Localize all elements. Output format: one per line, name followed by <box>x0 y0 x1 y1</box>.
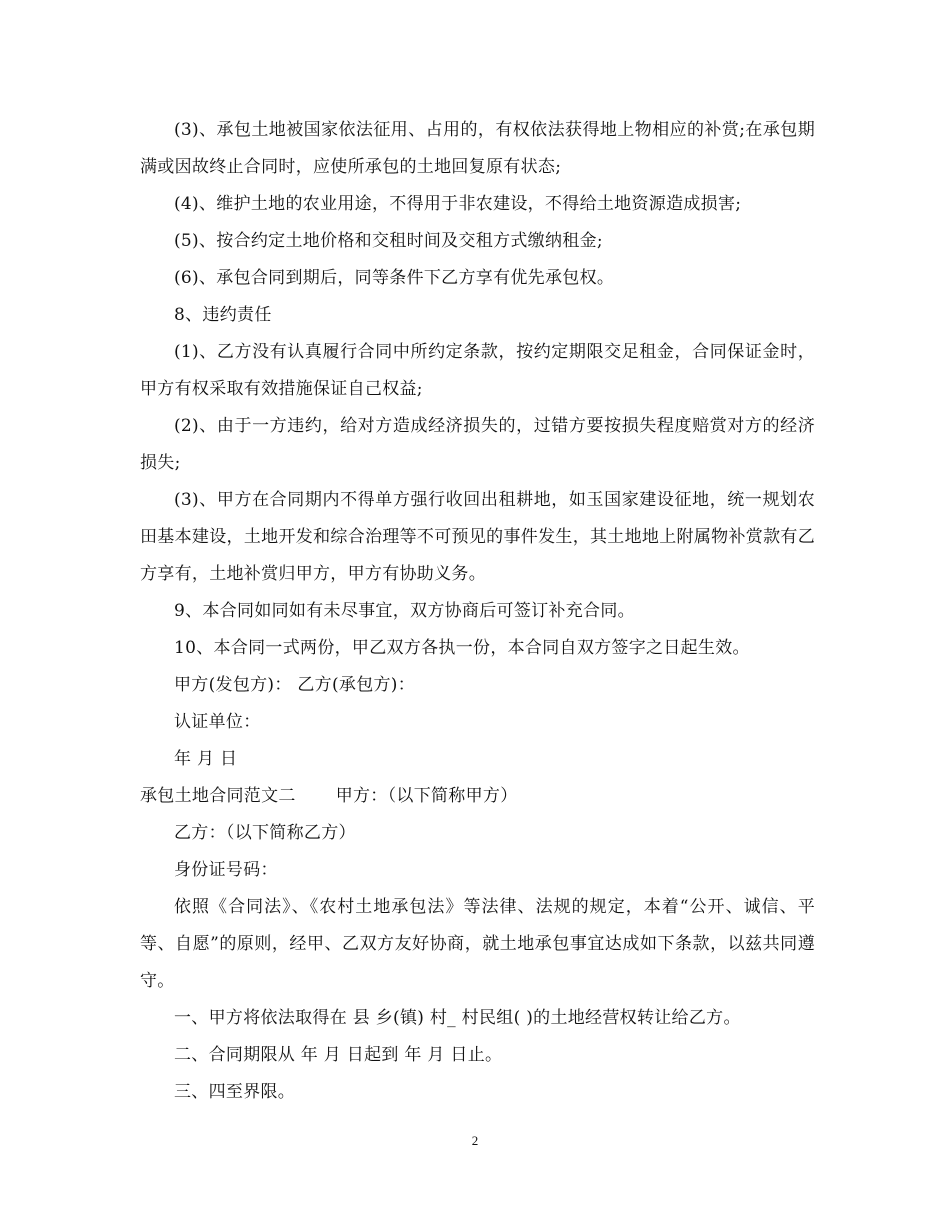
section-title: 承包土地合同范文二 <box>140 786 296 806</box>
breach-clause-2: (2)、由于一方违约，给对方造成经济损失的，过错方要按损失程度赔赏对方的经济损失; <box>140 416 815 473</box>
clause-9-supplement: 9、本合同如同如有未尽事宜，双方协商后可签订补充合同。 <box>174 601 635 621</box>
document-body <box>140 112 815 1111</box>
section-8-heading: 8、违约责任 <box>174 305 272 325</box>
clause-5-rent-payment: (5)、按合约定土地价格和交租时间及交租方式缴纳租金; <box>174 231 603 251</box>
party-b-line: 乙方：（以下简称乙方） <box>174 823 356 843</box>
page-number: 2 <box>471 1133 479 1148</box>
party-a-line: 甲方：（以下简称甲方） <box>335 786 518 806</box>
preamble-paragraph: 依照《合同法》、《农村土地承包法》等法律、法规的规定，本着“公开、诚信、平等、自愿”的原则，经甲、乙双方友好协商，就土地承包事宜达成如下条款，以兹共同遵守。 <box>140 897 815 991</box>
clause-4-agricultural-use: (4)、维护土地的农业用途，不得用于非农建设，不得给土地资源造成损害; <box>174 194 742 214</box>
clause-6-priority-right: (6)、承包合同到期后，同等条件下乙方享有优先承包权。 <box>174 268 615 288</box>
article-1-transfer: 一、甲方将依法取得在 县 乡(镇) 村_ 村民组( )的土地经营权转让给乙方。 <box>174 1008 741 1028</box>
section-two-heading-line <box>140 778 815 815</box>
breach-clause-1: (1)、乙方没有认真履行合同中所约定条款，按约定期限交足租金，合同保证金时，甲方有权采取有效措施保证自己权益; <box>140 342 815 399</box>
signature-parties: 甲方(发包方)： 乙方(承包方)： <box>174 675 416 695</box>
article-2-term: 二、合同期限从 年 月 日起到 年 月 日止。 <box>174 1045 503 1065</box>
signature-date: 年 月 日 <box>174 749 238 769</box>
breach-clause-3: (3)、甲方在合同期内不得单方强行收回出租耕地，如玉国家建设征地，统一规划农田基本建设，土地开发和综合治理等不可预见的事件发生，其土地地上附属物补赏款有乙方享有，土地补赏归甲方，甲方有协助义务。 <box>140 490 815 584</box>
article-3-boundaries: 三、四至界限。 <box>174 1082 296 1102</box>
certification-unit: 认证单位： <box>174 712 261 732</box>
id-number-line: 身份证号码： <box>174 860 278 880</box>
clause-3-land-expropriation: (3)、承包土地被国家依法征用、占用的，有权依法获得地上物相应的补赏;在承包期满或因故终止合同时，应使所承包的土地回复原有状态; <box>140 120 815 177</box>
clause-10-copies: 10、本合同一式两份，甲乙双方各执一份，本合同自双方签字之日起生效。 <box>174 638 750 658</box>
